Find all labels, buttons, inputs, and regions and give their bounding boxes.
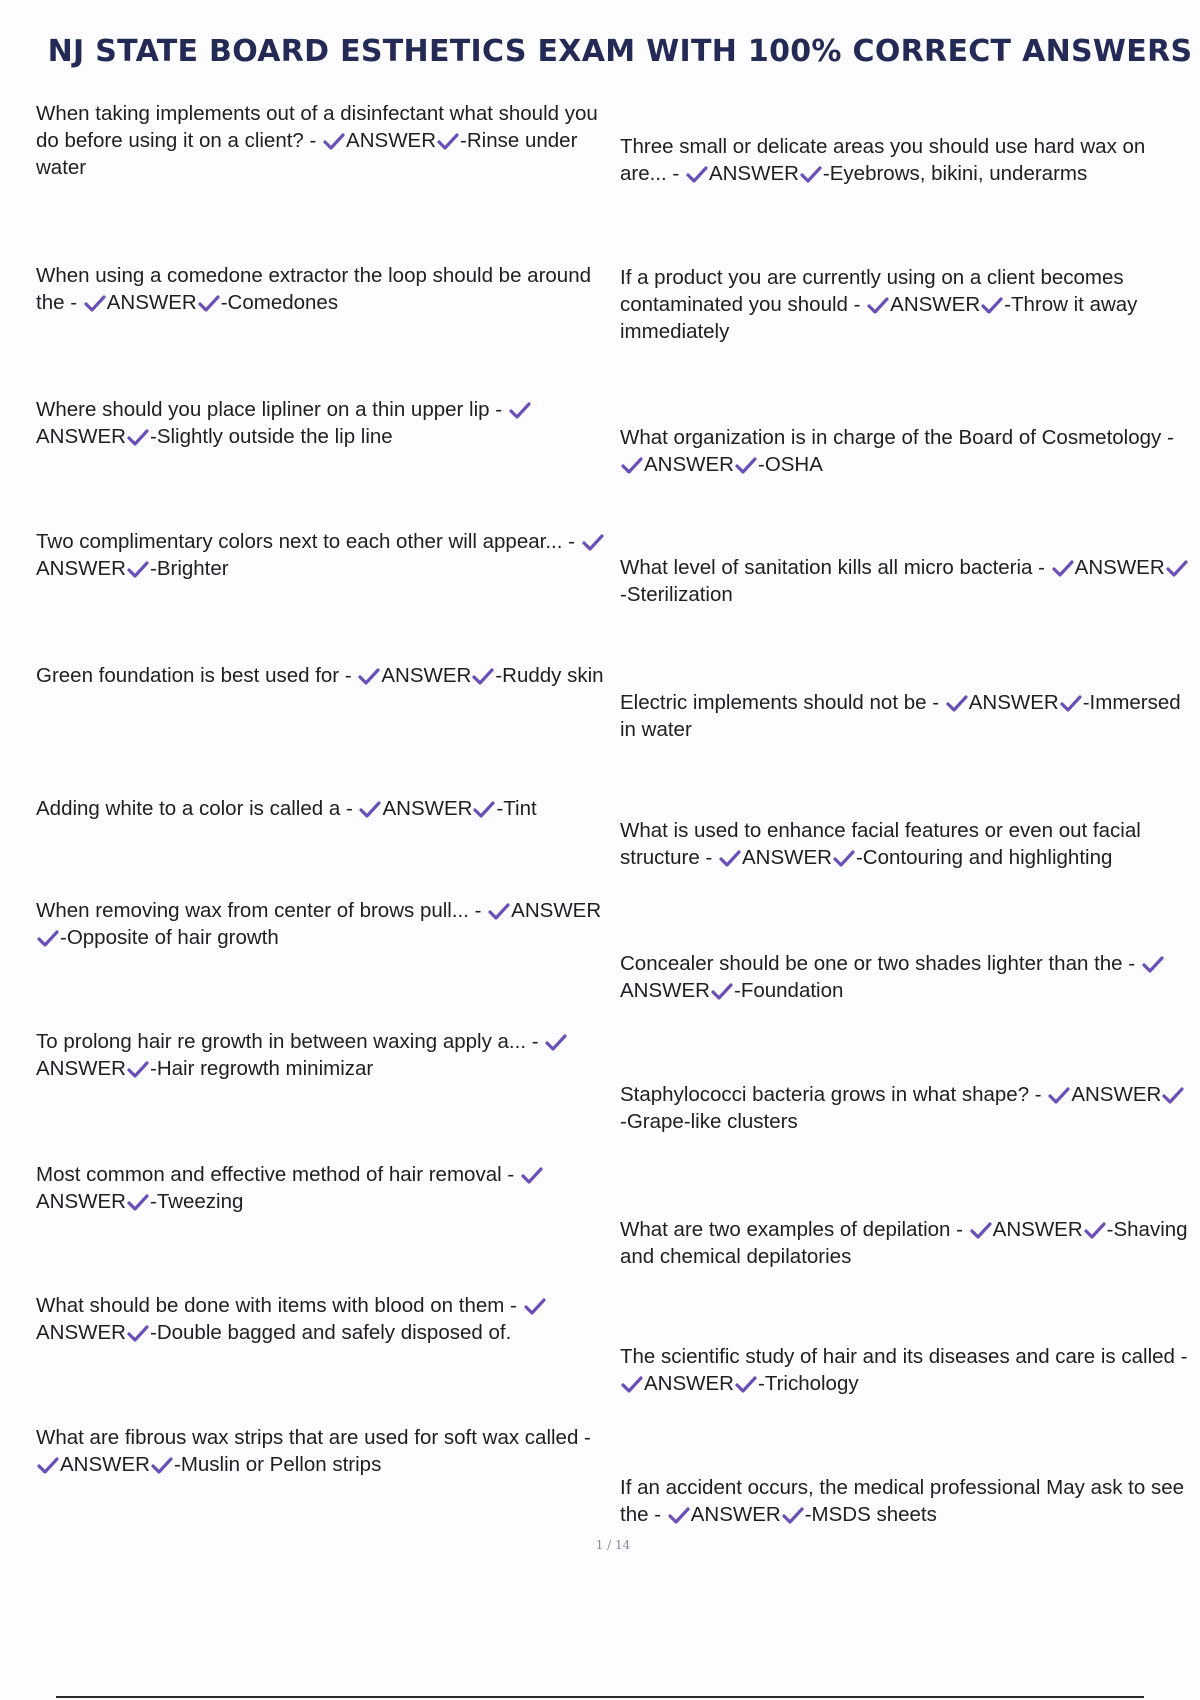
answer-label: ANSWER: [741, 846, 832, 869]
check-icon: [833, 849, 855, 867]
qa-item: Electric implements should not be - ANSWER -Immersed in water: [620, 691, 1181, 741]
question-text: To prolong hair re growth in between waxing apply a...: [36, 1030, 527, 1053]
answer-label: ANSWER: [890, 293, 981, 316]
answer-text: Opposite of hair growth: [66, 926, 279, 949]
check-icon: [127, 1193, 149, 1211]
answer-text: Ruddy skin: [502, 664, 604, 687]
check-icon: [946, 694, 968, 712]
question-text: Where should you place lipliner on a thin upper lip: [36, 398, 490, 421]
qa-item: Green foundation is best used for - ANSWER -Ruddy skin: [36, 664, 604, 687]
check-icon: [359, 800, 381, 818]
qa-item: Concealer should be one or two shades lighter than the - ANSWER -Foundation: [620, 950, 1192, 1004]
question-text: If a product you are currently using on a client becomes contaminated you should: [620, 266, 1124, 316]
qa-item: What level of sanitation kills all micro bacteria - ANSWER -Sterilization: [620, 554, 1192, 608]
answer-text: Muslin or Pellon strips: [180, 1453, 382, 1476]
question-text: What are two examples of depilation: [620, 1218, 951, 1241]
check-icon: [127, 428, 149, 446]
check-icon: [711, 982, 733, 1000]
answer-text: Foundation: [740, 979, 844, 1002]
question-text: Two complimentary colors next to each other will appear...: [36, 530, 563, 553]
check-icon: [970, 1221, 992, 1239]
answer-text: Shaving and chemical depilatories: [620, 1218, 1188, 1268]
check-icon: [1048, 1086, 1070, 1104]
qa-item: The scientific study of hair and its diseases and care is called - ANSWER -Trichology: [620, 1345, 1188, 1395]
question-text: What are fibrous wax strips that are used for soft wax called: [36, 1426, 579, 1449]
answer-label: ANSWER: [1071, 1083, 1162, 1106]
question-text: What level of sanitation kills all micro bacteria: [620, 556, 1033, 579]
question-text: When taking implements out of a disinfectant what should you do before using it on a client?: [36, 102, 598, 152]
qa-item: Adding white to a color is called a - ANSWER -Tint: [36, 797, 537, 820]
qa-item: What is used to enhance facial features or even out facial structure - ANSWER -Contouring and highlighting: [620, 819, 1141, 869]
check-icon: [323, 132, 345, 150]
check-icon: [198, 294, 220, 312]
qa-item: Staphylococci bacteria grows in what shape? - ANSWER -Grape-like clusters: [620, 1081, 1192, 1135]
qa-item: Three small or delicate areas you should use hard wax on are... - ANSWER -Eyebrows, bikini, underarms: [620, 135, 1146, 185]
qa-item: Most common and effective method of hair removal - ANSWER -Tweezing: [36, 1161, 616, 1215]
check-icon: [1060, 694, 1082, 712]
answer-text: Slightly outside the lip line: [156, 425, 393, 448]
question-text: What organization is in charge of the Board of Cosmetology: [620, 426, 1162, 449]
check-icon: [127, 1060, 149, 1078]
check-icon: [668, 1506, 690, 1524]
answer-label: ANSWER: [992, 1218, 1083, 1241]
check-icon: [127, 1324, 149, 1342]
question-text: Adding white to a color is called a: [36, 797, 341, 820]
qa-item: What should be done with items with blood on them - ANSWER -Double bagged and safely disposed of.: [36, 1292, 616, 1346]
check-icon: [521, 1166, 543, 1184]
answer-text: OSHA: [764, 453, 823, 476]
answer-label: ANSWER: [690, 1503, 781, 1526]
question-text: When removing wax from center of brows pull...: [36, 899, 469, 922]
answer-label: ANSWER: [511, 899, 602, 922]
check-icon: [782, 1506, 804, 1524]
question-text: Concealer should be one or two shades lighter than the: [620, 952, 1123, 975]
answer-text: Sterilization: [626, 583, 733, 606]
question-text: What is used to enhance facial features or even out facial structure: [620, 819, 1141, 869]
question-text: Green foundation is best used for: [36, 664, 340, 687]
answer-label: ANSWER: [36, 425, 126, 448]
check-icon: [524, 1297, 546, 1315]
answer-text: Eyebrows, bikini, underarms: [829, 162, 1088, 185]
answer-text: Hair regrowth minimizar: [156, 1057, 374, 1080]
check-icon: [151, 1456, 173, 1474]
answer-text: Comedones: [227, 291, 339, 314]
answer-text: Throw it away immediately: [620, 293, 1138, 343]
answer-label: ANSWER: [644, 453, 734, 476]
answer-label: ANSWER: [381, 664, 472, 687]
check-icon: [981, 296, 1003, 314]
question-text: Electric implements should not be: [620, 691, 927, 714]
check-icon: [735, 456, 757, 474]
answer-text: Tweezing: [156, 1190, 244, 1213]
qa-item: To prolong hair re growth in between waxing apply a... - ANSWER -Hair regrowth minimizar: [36, 1028, 616, 1082]
answer-text: Grape-like clusters: [626, 1110, 798, 1133]
question-text: Most common and effective method of hair removal: [36, 1163, 502, 1186]
qa-item: What are fibrous wax strips that are used for soft wax called - ANSWER -Muslin or Pellon strips: [36, 1426, 591, 1476]
answer-label: ANSWER: [644, 1372, 734, 1395]
check-icon: [1166, 559, 1188, 577]
check-icon: [719, 849, 741, 867]
check-icon: [800, 165, 822, 183]
qa-item: When removing wax from center of brows pull... - ANSWER -Opposite of hair growth: [36, 899, 602, 949]
answer-label: ANSWER: [620, 979, 710, 1002]
qa-item: If a product you are currently using on a client becomes contaminated you should - ANSWER -Throw it away immediately: [620, 266, 1138, 343]
check-icon: [473, 800, 495, 818]
check-icon: [1052, 559, 1074, 577]
answer-label: ANSWER: [36, 1057, 126, 1080]
check-icon: [867, 296, 889, 314]
check-icon: [582, 533, 604, 551]
answer-label: ANSWER: [60, 1453, 150, 1476]
answer-label: ANSWER: [346, 129, 437, 152]
bottom-divider: [56, 1696, 1144, 1698]
check-icon: [1084, 1221, 1106, 1239]
answer-text: Brighter: [156, 557, 229, 580]
check-icon: [686, 165, 708, 183]
answer-text: Tint: [503, 797, 537, 820]
check-icon: [1142, 955, 1164, 973]
question-text: What should be done with items with blood on them: [36, 1294, 505, 1317]
answer-text: Double bagged and safely disposed of.: [156, 1321, 512, 1344]
answer-text: Trichology: [764, 1372, 859, 1395]
question-text: Staphylococci bacteria grows in what shape?: [620, 1083, 1030, 1106]
answer-label: ANSWER: [968, 691, 1059, 714]
check-icon: [545, 1033, 567, 1051]
question-text: Three small or delicate areas you should use hard wax on are...: [620, 135, 1146, 185]
check-icon: [472, 667, 494, 685]
answer-label: ANSWER: [36, 1190, 126, 1213]
answer-label: ANSWER: [36, 1321, 126, 1344]
check-icon: [37, 1456, 59, 1474]
answer-text: Contouring and highlighting: [862, 846, 1113, 869]
check-icon: [488, 902, 510, 920]
answer-label: ANSWER: [708, 162, 799, 185]
qa-item: Two complimentary colors next to each other will appear... - ANSWER -Brighter: [36, 528, 616, 582]
qa-item: Where should you place lipliner on a thin upper lip - ANSWER -Slightly outside the lip line: [36, 396, 616, 450]
check-icon: [621, 1375, 643, 1393]
answer-label: ANSWER: [382, 797, 473, 820]
page-number: 1 / 14: [595, 1538, 631, 1552]
answer-text: MSDS sheets: [811, 1503, 937, 1526]
check-icon: [127, 560, 149, 578]
qa-item: If an accident occurs, the medical professional May ask to see the - ANSWER -MSDS sheets: [620, 1476, 1185, 1526]
answer-label: ANSWER: [106, 291, 197, 314]
qa-item: When taking implements out of a disinfectant what should you do before using it on a client? - ANSWER -Rinse under water: [36, 102, 598, 179]
document-title: NJ STATE BOARD ESTHETICS EXAM WITH 100% CORRECT ANSWERS: [47, 34, 1193, 69]
qa-item: What are two examples of depilation - ANSWER -Shaving and chemical depilatories: [620, 1218, 1188, 1268]
check-icon: [509, 401, 531, 419]
answer-label: ANSWER: [36, 557, 126, 580]
check-icon: [358, 667, 380, 685]
check-icon: [735, 1375, 757, 1393]
answer-label: ANSWER: [1074, 556, 1165, 579]
check-icon: [37, 929, 59, 947]
question-text: If an accident occurs, the medical professional May ask to see the: [620, 1476, 1185, 1526]
qa-item: What organization is in charge of the Board of Cosmetology - ANSWER -OSHA: [620, 426, 1174, 476]
answer-text: Rinse under water: [36, 129, 578, 179]
qa-item: When using a comedone extractor the loop should be around the - ANSWER -Comedones: [36, 264, 592, 314]
check-icon: [1162, 1086, 1184, 1104]
question-text: The scientific study of hair and its diseases and care is called: [620, 1345, 1175, 1368]
answer-text: Immersed in water: [620, 691, 1181, 741]
question-text: When using a comedone extractor the loop should be around the: [36, 264, 592, 314]
check-icon: [621, 456, 643, 474]
check-icon: [437, 132, 459, 150]
check-icon: [84, 294, 106, 312]
